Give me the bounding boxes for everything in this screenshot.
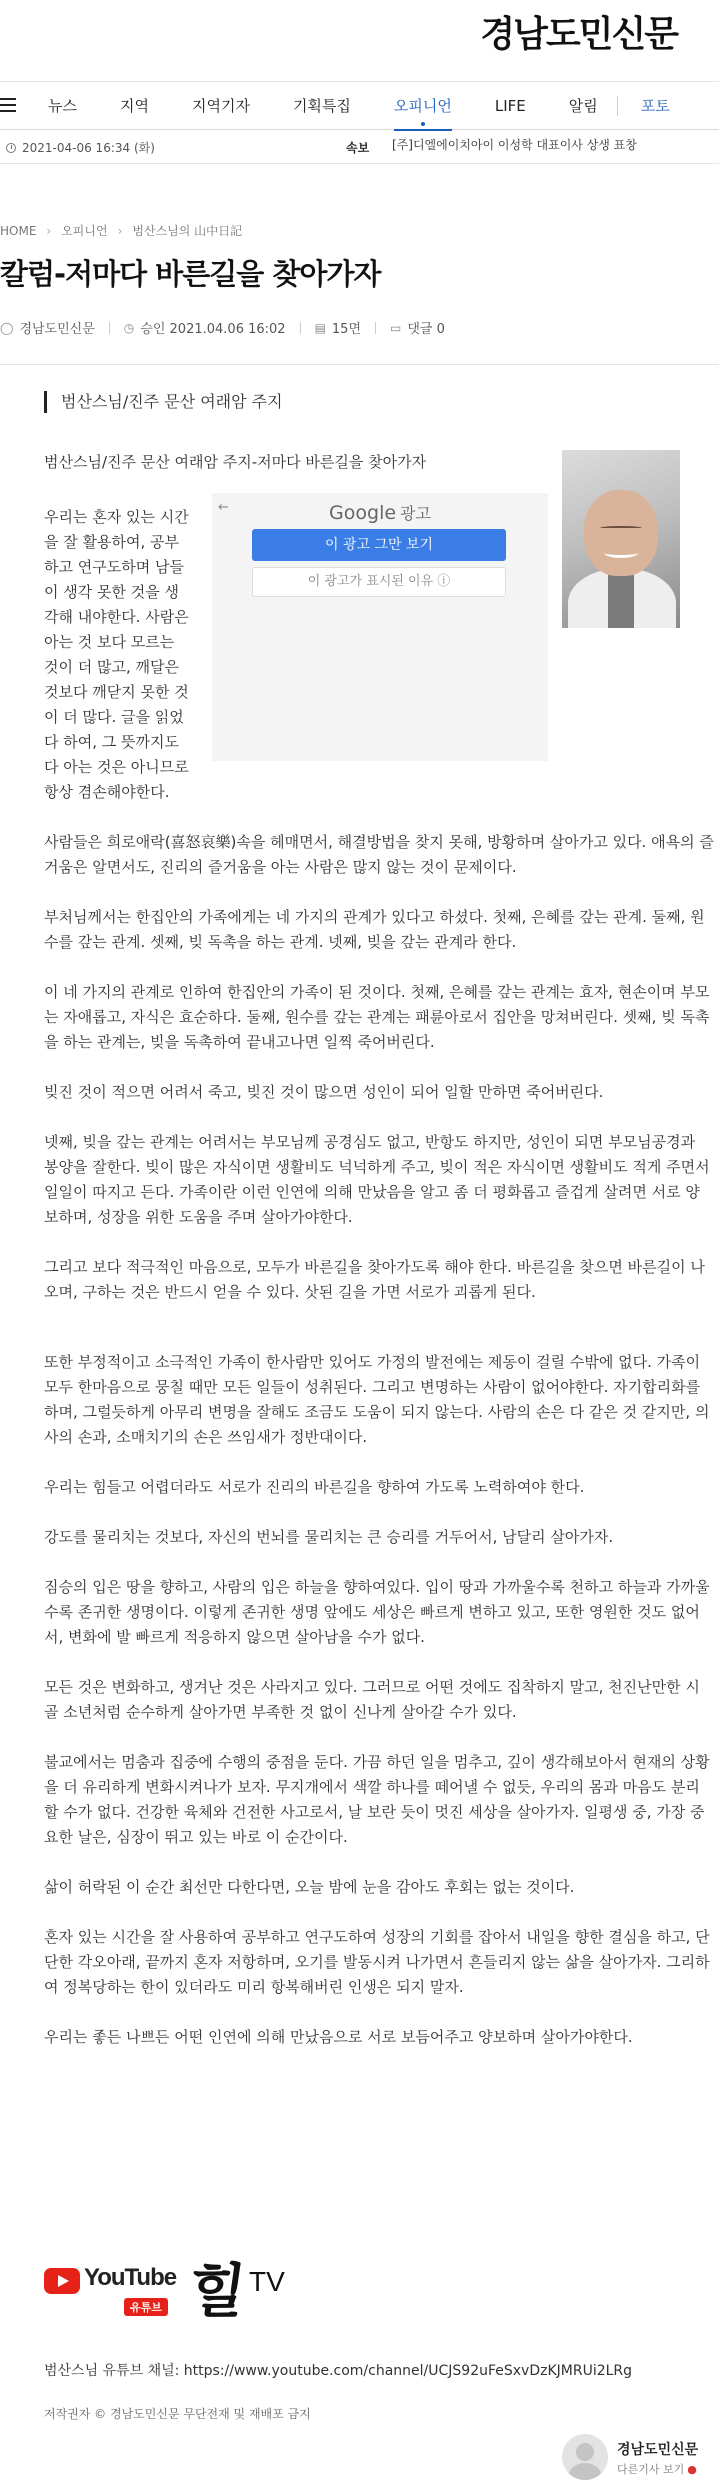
paragraph: 부처님께서는 한집안의 가족에게는 네 가지의 관계가 있다고 하셨다. 첫째, 은혜를 갚는 관계. 둘째, 원수를 갚는 관계. 셋째, 빚 독촉을 하는 관계. 넷째, 빚을 갚는 관계라 한다. <box>44 908 705 951</box>
masthead <box>0 0 719 82</box>
paragraph: 혼자 있는 시간을 잘 사용하여 공부하고 연구도하여 성장의 기회를 잡아서 내일을 향한 결심을 하고, 단단한 각오아래, 끝까지 혼자 저항하며, 오기를 발동시켜 나가면서 흔들리지 않는 삶을 살아가자. 그리하여 정복당하는 한이 있더라도 미리 항복해버린 인생은 되지 말자. <box>44 1928 710 1996</box>
google-ad <box>212 493 548 761</box>
meta-views <box>315 318 361 337</box>
paragraph: 짐승의 입은 땅을 향하고, 사람의 입은 하늘을 향하여있다. 입이 땅과 가까울수록 천하고 하늘과 가까울수록 존귀한 생명이다. 이렇게 존귀한 생명 앞에도 세상은 빠르게 변하고 있고, 또한 영원한 것도 없어서, 변화에 발 빠르게 적응하지 않으면 살아남을 수가 없다. <box>44 1578 710 1646</box>
youtube-play-icon <box>44 2268 80 2294</box>
paragraph: 강도를 물리치는 것보다, 자신의 번뇌를 물리치는 큰 승리를 거두어서, 남달리 살아가자. <box>44 1528 614 1546</box>
paragraph: 삶이 허락된 이 순간 최선만 다한다면, 오늘 밤에 눈을 감아도 후회는 없는 것이다. <box>44 1878 575 1896</box>
nav-divider <box>617 96 618 116</box>
paragraph: 우리는 좋든 나쁘든 어떤 인연에 의해 만났음으로 서로 보듬어주고 양보하며 살아가야한다. <box>44 2028 633 2046</box>
print-icon: ▤ <box>314 320 326 335</box>
nav-item-region-reporter[interactable]: 지역기자 <box>191 97 250 115</box>
why-ad-button[interactable]: 이 광고가 표시된 이유 ⓘ <box>252 567 506 597</box>
news-ticker <box>0 130 719 164</box>
menu-icon[interactable] <box>0 98 16 113</box>
other-articles-link[interactable] <box>617 2461 697 2477</box>
nav-item-news[interactable]: 뉴스 <box>48 97 77 115</box>
clock-icon <box>6 143 16 153</box>
meta-approved <box>124 318 286 337</box>
user-icon: ◯ <box>0 320 14 335</box>
stop-ad-button[interactable]: 이 광고 그만 보기 <box>252 529 506 561</box>
paragraph: 넷째, 빚을 갚는 관계는 어려서는 부모님께 공경심도 없고, 반항도 하지만, 성인이 되면 부모님공경과 봉양을 잘한다. 빚이 많은 자식이면 생활비도 넉넉하게 주고, 빚이 적은 자식이면 생활비도 적게 주면서 일일이 따지고 든다. 가족이란 이런 인연에 의해 만났음을 알고 좀 더 평화롭고 즐겁게 살려면 서로 양보하며, 성장을 위한 도움을 주며 살아가야한다. <box>44 1133 710 1226</box>
comment-icon: ▭ <box>390 320 402 335</box>
youtube-wordmark: YouTube <box>84 2264 177 2291</box>
reporter-name: 경남도민신문 <box>617 2442 699 2458</box>
youtube-channel-link[interactable]: 범산스님 유튜브 채널: https://www.youtube.com/channel/UCJS92uFeSxvDzKJMRUi2LRg <box>44 2363 633 2379</box>
nav-item-region[interactable]: 지역 <box>119 97 149 115</box>
clock-icon: ◷ <box>123 320 135 335</box>
main-nav <box>0 82 719 130</box>
paragraph: 우리는 힘들고 어렵더라도 서로가 진리의 바른길을 향하여 가도록 노력하여야 한다. <box>44 1478 585 1496</box>
meta-divider <box>375 322 376 334</box>
meta-approved-text: 승인 2021.04.06 16:02 <box>140 322 286 337</box>
current-datetime: 2021-04-06 16:34 (화) <box>22 141 155 155</box>
channel-logos <box>44 2257 344 2330</box>
paragraph: 이 네 가지의 관계로 인하여 한집안의 가족이 된 것이다. 첫째, 은혜를 갚는 관계는 효자, 현손이며 부모는 자애롭고, 자식은 효순하다. 둘째, 원수를 갚는 관계는 패륜아로서 집안을 망쳐버린다. 셋째, 빚 독촉을 하는 관계는, 빚을 독촉하여 끝내고나면 일찍 죽어버린다. <box>44 983 710 1051</box>
paragraph: 빚진 것이 적으면 어려서 죽고, 빚진 것이 많으면 성인이 되어 일할 만하면 죽어버린다. <box>44 1083 604 1101</box>
meta-divider <box>300 322 301 334</box>
breaking-headline[interactable]: [주]디엘에이치아이 이성학 대표이사 상생 표창 <box>392 138 637 152</box>
nav-item-opinion[interactable]: 오피니언 <box>394 82 452 130</box>
heal-tv-mark: 힐 <box>184 2257 250 2325</box>
breadcrumb-home[interactable]: HOME <box>0 223 37 238</box>
current-date <box>6 139 155 156</box>
nav-item-life[interactable]: LIFE <box>494 97 526 115</box>
google-logo: Google <box>329 502 397 524</box>
red-dot-icon: ● <box>687 2463 697 2476</box>
article-subhead: 범산스님/진주 문산 여래암 주지 <box>44 391 283 413</box>
back-arrow-icon[interactable]: ← <box>218 500 229 515</box>
youtube-badge: 유튜브 <box>124 2298 168 2316</box>
nav-item-photo[interactable]: 포토 <box>640 97 670 115</box>
meta-views-text: 15면 <box>331 322 362 337</box>
breaking-label: 속보 <box>346 141 370 155</box>
article-body <box>44 450 714 2075</box>
site-logo[interactable]: 경남도민신문 <box>480 13 677 55</box>
reporter-card <box>562 2434 719 2486</box>
meta-author-name: 경남도민신문 <box>19 322 95 337</box>
avatar <box>562 2434 608 2480</box>
copyright-notice: 저작권자 © 경남도민신문 무단전재 및 재배포 금지 <box>44 2407 311 2421</box>
article-title: 칼럼-저마다 바른길을 찾아가자 <box>0 257 381 291</box>
ad-header <box>212 501 548 526</box>
paragraph: 또한 부정적이고 소극적인 가족이 한사람만 있어도 가정의 발전에는 제동이 걸릴 수밖에 없다. 가족이 모두 한마음으로 뭉칠 때만 모든 일들이 성취된다. 그리고 변명하는 사람이 없어야한다. 자기합리화를 하며, 그럴듯하게 아무리 변명을 잘해도 조금도 도움이 되지 않는다. 사람의 손은 다 같은 것 같지만, 의사의 손과, 소매치기의 손은 쓰임새가 정반대이다. <box>44 1353 710 1446</box>
ad-wrap <box>44 500 714 805</box>
meta-divider-line <box>0 364 719 365</box>
breadcrumb-separator: › <box>46 223 52 238</box>
meta-divider <box>109 322 110 334</box>
paragraph: 불교에서는 멈춤과 집중에 수행의 중점을 둔다. 가끔 하던 일을 멈추고, 깊이 생각해보아서 현재의 상황을 더 유리하게 변화시켜나가 보자. 무지개에서 색깔 하나를 떼어낼 수 없듯, 우리의 몸과 마음도 분리할 수가 없다. 건강한 육체와 건전한 사고로서, 날 보란 듯이 멋진 세상을 살아가자. 일평생 중, 가장 중요한 날은, 심장이 뛰고 있는 바로 이 순간이다. <box>44 1753 710 1846</box>
meta-author <box>0 318 95 337</box>
heal-tv-label: TV <box>249 2266 285 2297</box>
breadcrumb-section[interactable]: 오피니언 <box>61 224 108 238</box>
paragraph: 그리고 보다 적극적인 마음으로, 모두가 바른길을 찾아가도록 해야 한다. 바른길을 찾으면 바른길이 나오며, 구하는 것은 반드시 얻을 수 있다. 삿된 길을 가면 서로가 괴롭게 된다. <box>44 1258 705 1301</box>
nav-item-notice[interactable]: 알림 <box>568 97 598 115</box>
meta-comments-text[interactable]: 댓글 0 <box>407 322 445 337</box>
article-meta <box>0 318 459 337</box>
meta-comments[interactable] <box>390 318 445 337</box>
breadcrumb-separator: › <box>117 223 123 238</box>
paragraph: 사람들은 희로애락(喜怒哀樂)속을 헤매면서, 해결방법을 찾지 못해, 방황하며 살아가고 있다. 애욕의 즐거움은 알면서도, 진리의 즐거움을 아는 사람은 많지 않는 것이 문제이다. <box>44 833 714 876</box>
ad-label: 광고 <box>400 504 431 523</box>
paragraph: 모든 것은 변화하고, 생겨난 것은 사라지고 있다. 그러므로 어떤 것에도 집착하지 말고, 천진난만한 시골 소년처럼 순수하게 살아가면 부족한 것 없이 신나게 살아갈 수가 있다. <box>44 1678 700 1721</box>
nav-item-special[interactable]: 기획특집 <box>292 97 351 115</box>
paragraph: 우리는 혼자 있는 시간을 잘 활용하여, 공부하고 연구도하며 남들이 생각 못한 것을 생각해 내야한다. 사람은 아는 것 보다 모르는 것이 더 많고, 깨달은 것보다 깨닫지 못한 것이 더 많다. 글을 읽었다 하여, 그 뜻까지도 다 아는 것은 아니므로 항상 겸손해야한다. <box>44 508 189 801</box>
breadcrumb <box>0 222 242 239</box>
article-intro: 범산스님/진주 문산 여래암 주지-저마다 바른길을 찾아가자 <box>44 453 427 471</box>
other-articles-label[interactable]: 다른기사 보기 <box>617 2463 685 2476</box>
breadcrumb-series[interactable]: 범산스님의 山中日記 <box>132 224 243 238</box>
